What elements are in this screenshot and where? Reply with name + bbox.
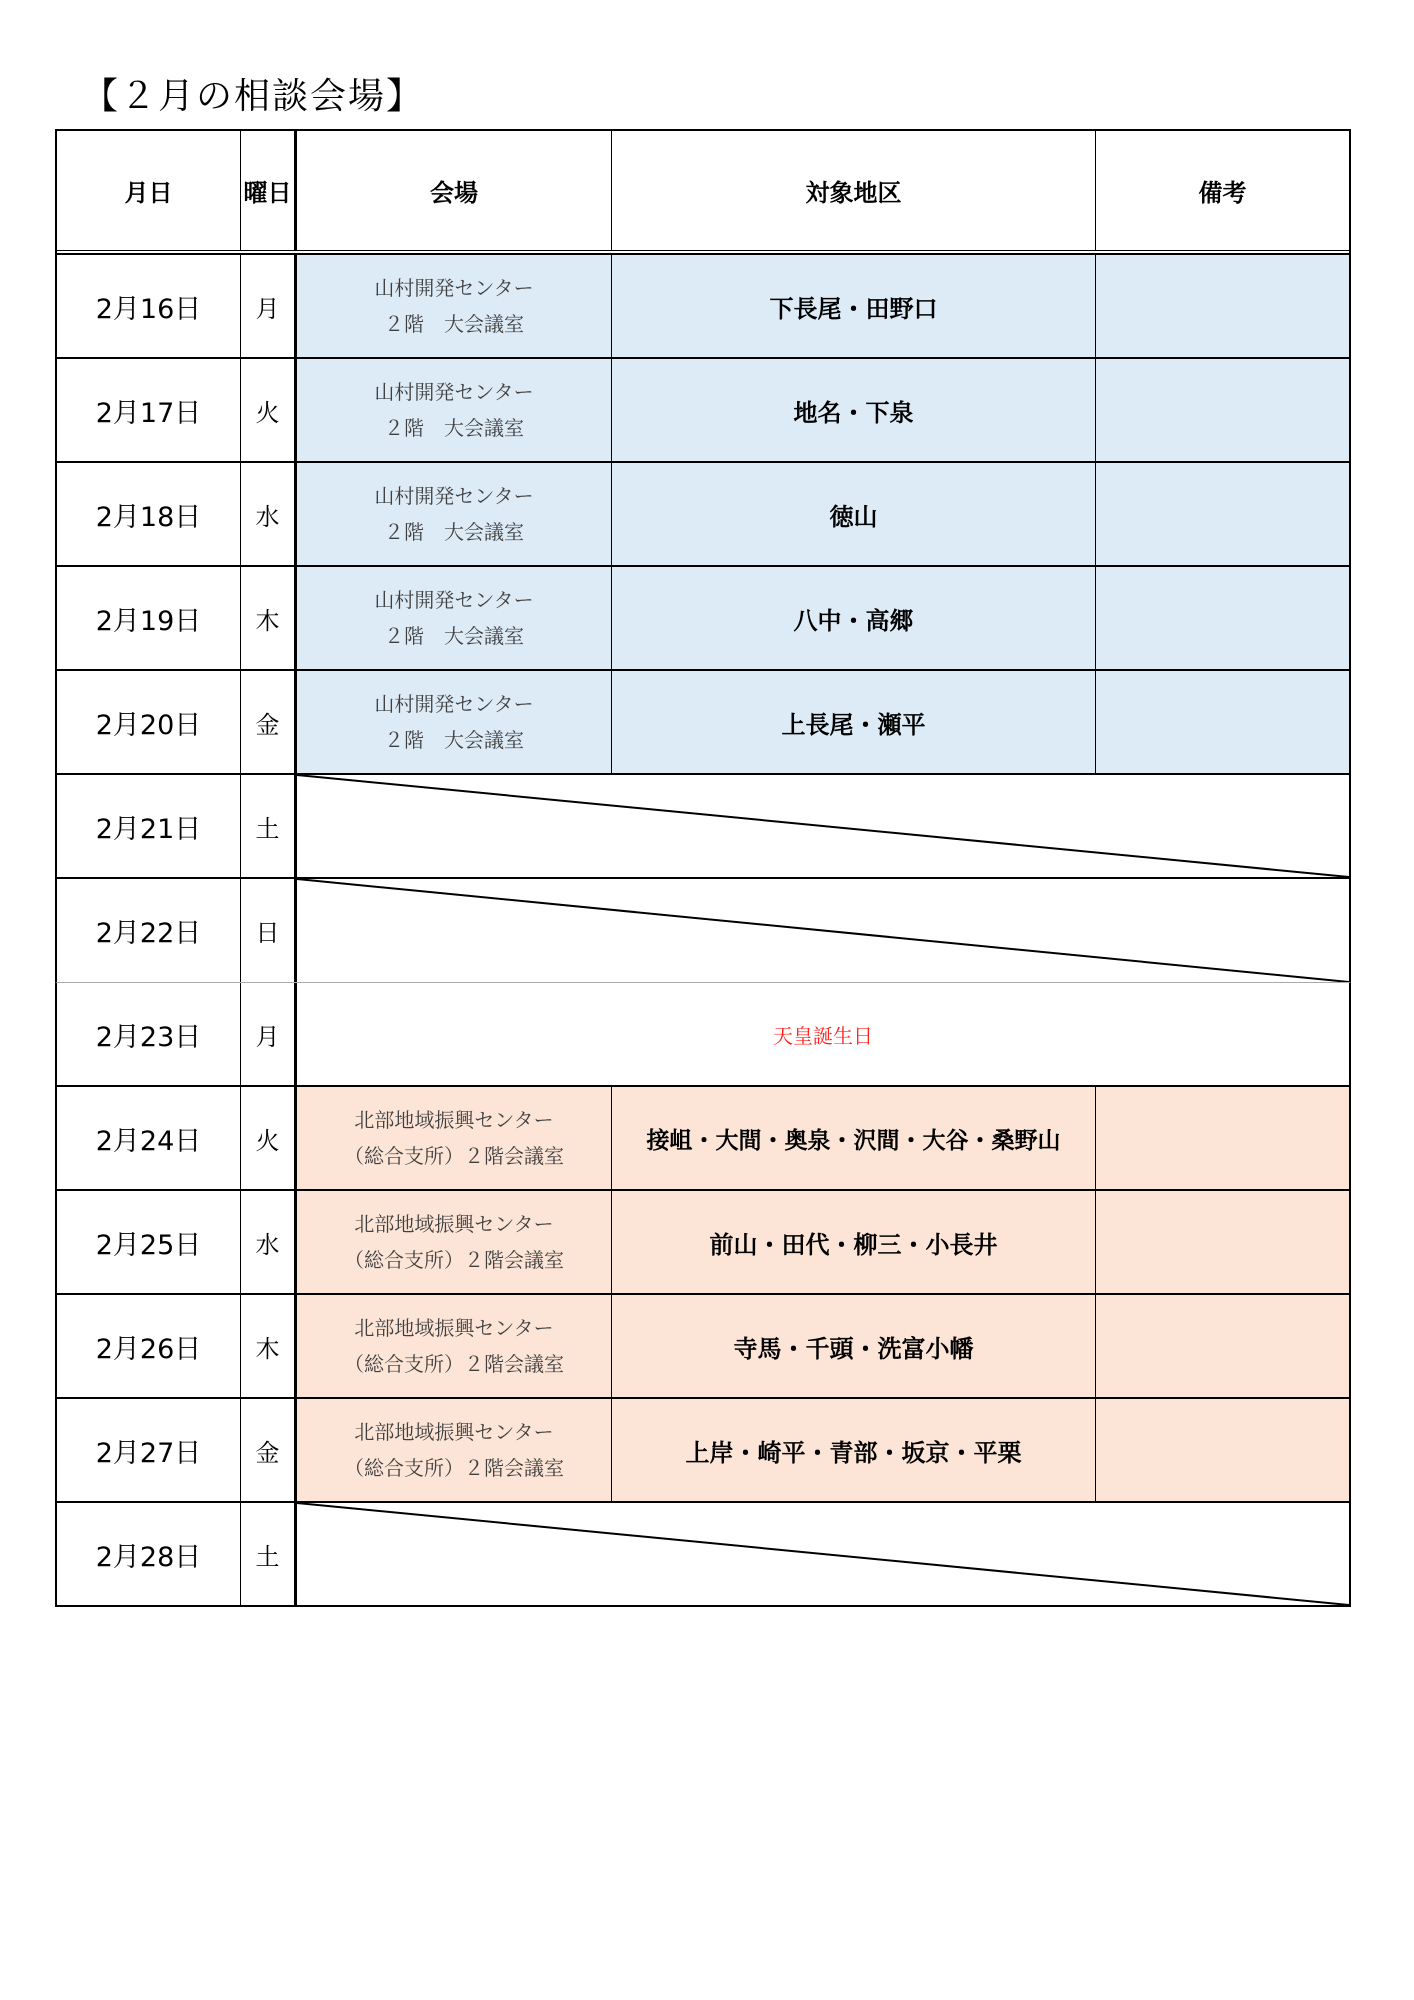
venue-name: 山村開発センター	[374, 692, 534, 716]
diagonal-strike-icon	[297, 775, 1349, 877]
district-cell: 徳山	[612, 463, 1096, 565]
weekday-cell: 火	[241, 1087, 297, 1189]
holiday-label: 天皇誕生日	[773, 1023, 873, 1048]
weekday-cell: 金	[241, 1399, 297, 1501]
table-row	[55, 567, 1351, 671]
weekday-cell: 火	[241, 359, 297, 461]
district-cell: 接岨・大間・奥泉・沢間・大谷・桑野山	[612, 1087, 1096, 1189]
weekday-cell: 日	[241, 879, 297, 982]
notes-cell	[1096, 1295, 1349, 1397]
district-cell: 上岸・崎平・青部・坂京・平栗	[612, 1399, 1096, 1501]
header-venue: 会場	[297, 131, 612, 250]
venue-room: ２階 大会議室	[384, 728, 524, 752]
date-cell: 2月26日	[57, 1295, 241, 1397]
notes-cell	[1096, 359, 1349, 461]
table-row-no-session	[55, 879, 1351, 983]
district-cell: 八中・高郷	[612, 567, 1096, 669]
venue-room: ２階 大会議室	[384, 312, 524, 336]
date-cell: 2月25日	[57, 1191, 241, 1293]
venue-name: 山村開発センター	[374, 276, 534, 300]
notes-cell	[1096, 1399, 1349, 1501]
date-cell: 2月22日	[57, 879, 241, 982]
district-cell: 寺馬・千頭・洗富小幡	[612, 1295, 1096, 1397]
table-row	[55, 463, 1351, 567]
venue-cell	[297, 671, 612, 773]
venue-cell	[297, 359, 612, 461]
date-cell: 2月21日	[57, 775, 241, 877]
district-cell: 上長尾・瀬平	[612, 671, 1096, 773]
header-district: 対象地区	[612, 131, 1096, 250]
table-row	[55, 671, 1351, 775]
notes-cell	[1096, 671, 1349, 773]
date-cell: 2月27日	[57, 1399, 241, 1501]
weekday-cell: 土	[241, 1503, 297, 1605]
date-cell: 2月28日	[57, 1503, 241, 1605]
header-weekday: 曜日	[241, 131, 297, 250]
venue-room: （総合支所）２階会議室	[344, 1456, 564, 1480]
venue-name: 山村開発センター	[374, 588, 534, 612]
venue-name: 北部地域振興センター	[354, 1108, 554, 1132]
weekday-cell: 水	[241, 1191, 297, 1293]
table-row	[55, 1399, 1351, 1503]
venue-name: 山村開発センター	[374, 484, 534, 508]
venue-cell	[297, 1295, 612, 1397]
consultation-schedule-table	[55, 129, 1351, 1607]
header-notes: 備考	[1198, 179, 1247, 207]
no-session-diagonal-cell	[297, 879, 1349, 982]
weekday-cell: 月	[241, 983, 297, 1085]
weekday-cell: 金	[241, 671, 297, 773]
venue-room: ２階 大会議室	[384, 520, 524, 544]
district-cell: 地名・下泉	[612, 359, 1096, 461]
table-row	[55, 359, 1351, 463]
table-row-no-session	[55, 775, 1351, 879]
table-row-no-session	[55, 1503, 1351, 1607]
table-row	[55, 255, 1351, 359]
table-row	[55, 1191, 1351, 1295]
weekday-cell: 月	[241, 255, 297, 357]
date-cell: 2月24日	[57, 1087, 241, 1189]
header-date: 月日	[57, 131, 241, 250]
venue-room: （総合支所）２階会議室	[344, 1352, 564, 1376]
notes-cell	[1096, 1087, 1349, 1189]
weekday-cell: 木	[241, 1295, 297, 1397]
table-header	[55, 129, 1351, 251]
date-cell: 2月16日	[57, 255, 241, 357]
date-cell: 2月18日	[57, 463, 241, 565]
venue-cell	[297, 1399, 612, 1501]
district-cell: 下長尾・田野口	[612, 255, 1096, 357]
weekday-cell: 土	[241, 775, 297, 877]
venue-name: 北部地域振興センター	[354, 1212, 554, 1236]
diagonal-strike-icon	[297, 879, 1349, 982]
table-row	[55, 1087, 1351, 1191]
weekday-cell: 水	[241, 463, 297, 565]
venue-cell	[297, 1191, 612, 1293]
table-row-holiday	[55, 983, 1351, 1087]
no-session-diagonal-cell	[297, 1503, 1349, 1605]
venue-room: ２階 大会議室	[384, 624, 524, 648]
venue-name: 山村開発センター	[374, 380, 534, 404]
venue-cell	[297, 1087, 612, 1189]
page-title: 【２月の相談会場】	[82, 76, 425, 117]
venue-room: ２階 大会議室	[384, 416, 524, 440]
no-session-diagonal-cell	[297, 775, 1349, 877]
date-cell: 2月17日	[57, 359, 241, 461]
venue-room: （総合支所）２階会議室	[344, 1144, 564, 1168]
venue-cell	[297, 463, 612, 565]
date-cell: 2月20日	[57, 671, 241, 773]
district-cell: 前山・田代・柳三・小長井	[612, 1191, 1096, 1293]
notes-cell	[1096, 1191, 1349, 1293]
notes-cell	[1096, 567, 1349, 669]
venue-room: （総合支所）２階会議室	[344, 1248, 564, 1272]
venue-name: 北部地域振興センター	[354, 1316, 554, 1340]
venue-name: 北部地域振興センター	[354, 1420, 554, 1444]
table-row	[55, 1295, 1351, 1399]
venue-cell	[297, 567, 612, 669]
notes-cell	[1096, 255, 1349, 357]
date-cell: 2月23日	[57, 983, 241, 1085]
date-cell: 2月19日	[57, 567, 241, 669]
venue-cell	[297, 255, 612, 357]
diagonal-strike-icon	[297, 1503, 1349, 1605]
notes-cell	[1096, 463, 1349, 565]
weekday-cell: 木	[241, 567, 297, 669]
